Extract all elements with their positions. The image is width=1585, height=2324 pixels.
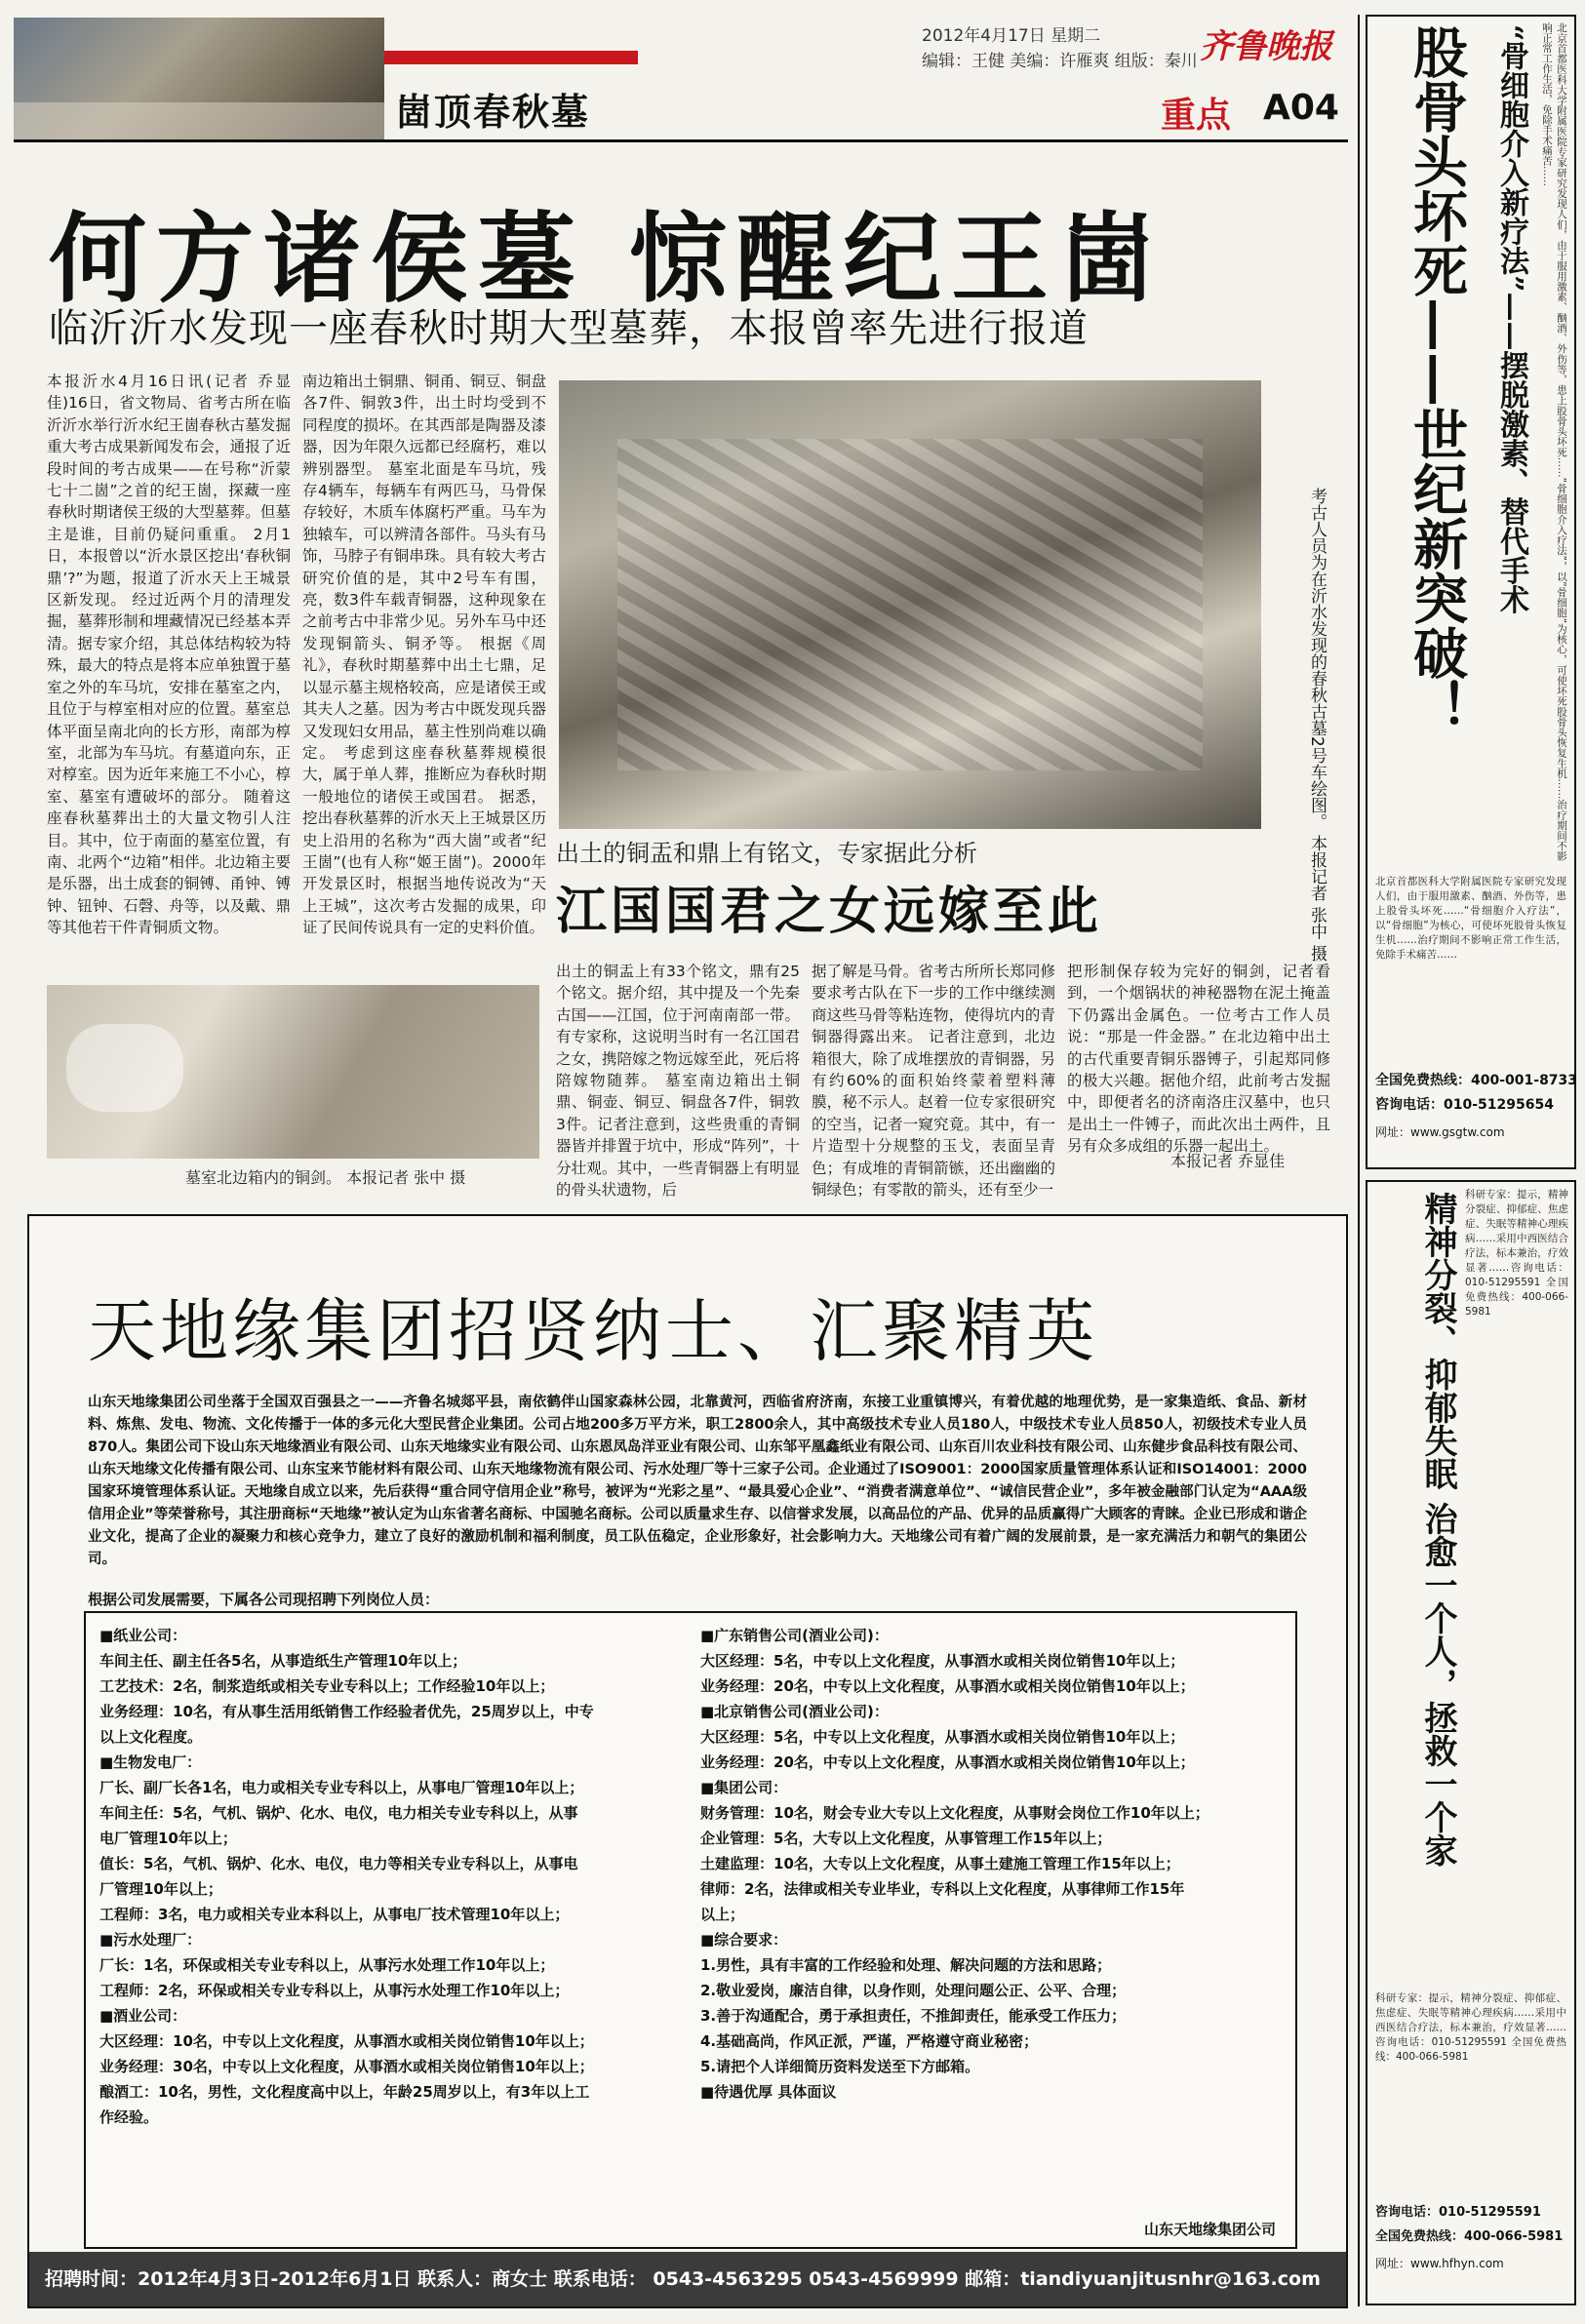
header-red-bar: [384, 51, 638, 64]
ad-intro-tail: 根据公司发展需要，下属各公司现招聘下列岗位人员：: [88, 1591, 440, 1608]
right_jobs-line: ■综合要求：: [700, 1931, 788, 1949]
right_jobs-line: 以上；: [700, 1906, 745, 1923]
jobs-right-column: [700, 1623, 1286, 2105]
left_jobs-line: 车间主任、副主任各5名，从事造纸生产管理10年以上；: [99, 1652, 467, 1670]
sidebar-col-1: 出土的铜盂上有33个铭文，鼎有25个铭文。据介绍，其中提及一个先秦古国——江国，位于河南南部一带。有专家称，这说明当时有一名江国君之女，携陪嫁之物远嫁至此，死后将陪嫁物随葬。 墓室南边箱出土铜鼎、铜壶、铜豆、铜盘各7件，铜敦3件。记者注意到，这些贵重的青铜器皆并排置于坑中，形成“阵列”，十分壮观。其中，一些青铜器上有明显的骨头状遗物，后: [556, 963, 800, 1200]
excavation-photo: [559, 380, 1261, 829]
left_jobs-line: ■纸业公司：: [99, 1627, 187, 1644]
bone-ad-title: 股骨头坏死——世纪新突破！: [1405, 24, 1469, 734]
sidebar-kicker: 出土的铜盂和鼎上有铭文，专家据此分析: [556, 840, 977, 867]
right_jobs-line: 2.敬业爱岗，廉洁自律，以身作则，处理问题公正、公平、合理；: [700, 1982, 1127, 1999]
right_jobs-line: 4.基础高尚，作风正派，严谨，严格遵守商业秘密；: [700, 2032, 1039, 2050]
right_jobs-line: 业务经理：20名，中专以上文化程度，从事酒水或相关岗位销售10年以上；: [700, 1753, 1195, 1771]
photo-caption: 考古人员为在沂水发现的春秋古墓2号车绘图。 本报记者 张中 摄: [1307, 488, 1327, 963]
bone-ad-phone-2: 咨询电话：010-51295654: [1375, 1097, 1554, 1113]
left_jobs-line: 工程师：3名，电力或相关专业本科以上，从事电厂技术管理10年以上；: [99, 1906, 570, 1923]
header-photo: [14, 18, 384, 139]
left_jobs-line: 作经验。: [99, 2108, 159, 2126]
mental-ad-text: 科研专家：提示，精神分裂症、抑郁症、焦虑症、失眠等精神心理疾病……采用中西医结合疗法，标本兼治，疗效显著……咨询电话：010-51295591 全国免费热线：400-066-5981: [1465, 1189, 1568, 1318]
left_jobs-line: 酿酒工：10名，男性，文化程度高中以上，年龄25周岁以上，有3年以上工: [99, 2083, 590, 2101]
right_jobs-line: 大区经理：5名，中专以上文化程度，从事酒水或相关岗位销售10年以上；: [700, 1652, 1185, 1670]
ad-title: 天地缘集团招贤纳士、汇聚精英: [88, 1291, 1098, 1371]
ad-intro: 山东天地缘集团公司坐落于全国双百强县之一——齐鲁名城郯平县，南依鹤伴山国家森林公园，北靠黄河，西临省府济南，东接工业重镇博兴，有着优越的地理优势，是一家集造纸、食品、新材料、炼焦、发电、物流、文化传播于一体的多元化大型民营企业集团。公司占地200多万平方米，职工2800余人，其中高级技术专业人员180人，中级技术专业人员850人，初级技术专业人员870人。集团公司下设山东天地缘酒业有限公司、山东天地缘实业有限公司、山东恩凤岛洋亚业有限公司、山东邹平凰鑫纸业有限公司、山东百川农业科技有限公司、山东健步食品科技有限公司、山东天地缘文化传播有限公司、山东宝来节能材料有限公司、山东天地缘物流有限公司、污水处理厂等十三家子公司。企业通过了ISO9001：2000国家质量管理体系认证和ISO14001：2000国家环境管理体系认证。天地缘自成立以来，先后获得“重合同守信用企业”称号，被评为“光彩之星”、“最具爱心企业”、“消费者满意单位”、“诚信民营企业”，多年被金融部门认定为“AAA级信用企业”等荣誉称号，其注册商标“天地缘”被认定为山东省著名商标、中国驰名商标。公司以质量求生存、以信誉求发展，以高品位的产品、优异的品质赢得广大顾客的青睐。企业已形成和谐企业文化，提高了企业的凝聚力和核心竞争力，建立了良好的激励机制和福利制度，员工队伍稳定，企业形象好，社会影响力大。天地缘公司有着广阔的发展前景，是一家充满活力和朝气的集团公司。: [88, 1395, 1307, 1567]
jobs-left-column: [99, 1623, 685, 2130]
ad-signature: 山东天地缘集团公司: [1143, 2221, 1276, 2238]
left_jobs-line: 大区经理：10名，中专以上文化程度，从事酒水或相关岗位销售10年以上；: [99, 2032, 594, 2050]
right_jobs-line: 5.请把个人详细简历资料发送至下方邮箱。: [700, 2058, 980, 2075]
bronze-sword-photo: [47, 985, 539, 1159]
bone-ad-text-lower: 北京首都医科大学附属医院专家研究发现人们，由于服用激素、酗酒、外伤等，患上股骨头坏死……“骨细胞介入疗法”，以“骨细胞”为核心，可使坏死股骨头恢复生机……治疗期间不影响正常工作生活，免除手术痛苦……: [1375, 876, 1566, 961]
newspaper-logo: 齐鲁晚报: [1200, 27, 1332, 66]
left_jobs-line: 工程师：2名，环保或相关专业专科以上，从事污水处理工作10年以上；: [99, 1982, 570, 1999]
bone-ad-phone: 全国免费热线：400-001-8733: [1375, 1073, 1578, 1088]
bone-ad-text: 北京首都医科大学附属医院专家研究发现人们，由于服用激素、酗酒、外伤等，患上股骨头坏死……“骨细胞介入疗法”，以“骨细胞”为核心，可使坏死股骨头恢复生机……治疗期间不影响正常工作生活，免除手术痛苦……: [1541, 22, 1567, 861]
right_jobs-line: 大区经理：5名，中专以上文化程度，从事酒水或相关岗位销售10年以上；: [700, 1728, 1185, 1746]
bone-ad-subtitle: “骨细胞介入新疗法”——摆脱激素、替代手术: [1494, 24, 1528, 614]
right-ad-strip: [1366, 15, 1578, 2306]
small-photo-caption: 墓室北边箱内的铜剑。 本报记者 张中 摄: [185, 1168, 466, 1187]
right_jobs-line: ■广东销售公司(酒业公司)：: [700, 1627, 889, 1644]
page-label: 重点: [1161, 96, 1232, 136]
article-col-2: 南边箱出土铜鼎、铜甬、铜豆、铜盘各7件、铜敦3件，出土时均受到不同程度的损坏。在其西部是陶器及漆器，因为年限久远都已经腐朽，难以辨别器型。 墓室北面是车马坑，残存4辆车，每辆车有两匹马，马骨保存较好，木质车体腐朽严重。马车为独辕车，可以辨清各部件。马头有马饰，马脖子有铜串珠。具有较大考古研究价值的是，其中2号车有围，亮，数3件车载青铜器，这种现象在之前考古中非常少见。另外车马中还发现铜箭头、铜矛等。 根据《周礼》，春秋时期墓葬中出土七鼎，足以显示墓主规格较高，应是诸侯王或其夫人之墓。因为考古中既发现兵器又发现妇女用品，墓主性别尚难以确定。 考虑到这座春秋墓葬规模很大，属于单人葬，推断应为春秋时期一般地位的诸侯王或国君。 据悉，挖出春秋墓葬的沂水天上王城景区历史上沿用的名称为“西大崮”或者“纪王崮”(也有人称“姬王崮”)。2000年开发景区时，根据当地传说改为“天上王城”，这次考古发掘的成果，印证了民间传说具有一定的史料价值。: [302, 373, 546, 937]
sidebar-col-3: 把形制保存较为完好的铜剑，记者看到，一个烟锅状的神秘器物在泥土掩盖下仍露出金属色。一位考古工作人员说：“那是一件金器。” 在北边箱中出土的古代重要青铜乐器镈子，引起郑同修的极大兴趣。据他介绍，此前考古发掘中，即便者名的济南洛庄汉墓中，也只是出土一件镈子，而此次出土两件，且另有众多成组的乐器一起出土。: [1067, 963, 1330, 1156]
left_jobs-line: 车间主任：5名，气机、锅炉、化水、电仪，电力相关专业专科以上，从事: [99, 1804, 578, 1822]
left_jobs-line: 业务经理：10名，有从事生活用纸销售工作经验者优先，25周岁以上，中专: [99, 1703, 594, 1720]
left_jobs-line: ■生物发电厂：: [99, 1753, 202, 1771]
mental-ad-text-lower: 科研专家：提示，精神分裂症、抑郁症、焦虑症、失眠等精神心理疾病……采用中西医结合疗法，标本兼治，疗效显著……咨询电话：010-51295591 全国免费热线：400-066-5981: [1375, 1992, 1566, 2063]
date-line: [922, 21, 1100, 46]
left_jobs-line: 值长：5名，气机、锅炉、化水、电仪，电力等相关专业专科以上，从事电: [99, 1855, 578, 1872]
right_jobs-line: 财务管理：10名，财会专业大专以上文化程度，从事财会岗位工作10年以上；: [700, 1804, 1209, 1822]
headline: 何方诸侯墓 惊醒纪王崮: [49, 201, 1166, 316]
right_jobs-line: ■北京销售公司(酒业公司)：: [700, 1703, 889, 1720]
jobs-box: [84, 1611, 1297, 2249]
right_jobs-line: 3.善于沟通配合，勇于承担责任，不推卸责任，能承受工作压力；: [700, 2007, 1127, 2025]
left_jobs-line: ■酒业公司：: [99, 2007, 187, 2025]
left_jobs-line: 工艺技术：2名，制浆造纸或相关专业专科以上；工作经验10年以上；: [99, 1677, 555, 1695]
mental-ad-phone: 咨询电话：010-51295591: [1375, 2205, 1541, 2220]
bone-ad-web: 网址：www.gsgtw.com: [1375, 1125, 1505, 1139]
page-number: A04: [1263, 88, 1339, 128]
right_jobs-line: ■待遇优厚 具体面议: [700, 2083, 837, 2101]
left_jobs-line: 以上文化程度。: [99, 1728, 203, 1746]
mental-ad-web: 网址：www.hfhyn.com: [1375, 2257, 1504, 2270]
right_jobs-line: 1.男性，具有丰富的工作经验和处理、解决问题的方法和思路；: [700, 1956, 1112, 1974]
left_jobs-line: 厂长、副厂长各1名，电力或相关专业专科以上，从事电厂管理10年以上；: [99, 1779, 584, 1796]
left_jobs-line: 厂管理10年以上；: [99, 1880, 222, 1898]
mental-ad-title: 精神分裂、抑郁失眠 治愈一个人，拯救一个家: [1418, 1192, 1457, 1867]
ad-box-mental: [1366, 1180, 1576, 2305]
header-rule: [14, 139, 1348, 142]
article-col-1: 本报沂水4月16日讯(记者 乔显佳)16日，省文物局、省考古所在临沂沂水举行沂水纪王崮春秋古墓发掘重大考古成果新闻发布会，通报了近段时间的考古成果——在号称“沂蒙七十二崮”之首的纪王崮，探藏一座春秋时期诸侯王级的大型墓葬。但墓主是谁，目前仍疑问重重。 2月1日，本报曾以“沂水景区挖出‘春秋铜鼎’?”为题，报道了沂水天上王城景区新发现。 经过近两个月的清理发掘，墓葬形制和埋藏情况已经基本弄清。据专家介绍，其总体结构较为特殊，最大的特点是将本应单独置于墓室之外的车马坑，安排在墓室之内，且位于与椁室相对应的位置。墓室总体平面呈南北向的长方形，南部为椁室，北部为车马坑。有墓道向东，正对椁室。因为近年来施工不小心，椁室、墓室有遭破坏的部分。 随着这座春秋墓葬出土的大量文物引人注目。其中，位于南面的墓室位置，有南、北两个“边箱”相伴。北边箱主要是乐器，出土成套的铜镈、甬钟、镈钟、钮钟、石磬、舟等，以及戴、鼎等其他若干件青铜质文物。: [47, 373, 291, 937]
right_jobs-line: 土建监理：10名，大专以上文化程度，从事土建施工管理工作15年以上；: [700, 1855, 1180, 1872]
recruitment-ad: [27, 1214, 1348, 2308]
weekday: 星期二: [1050, 26, 1101, 46]
right_jobs-line: 业务经理：20名，中专以上文化程度，从事酒水或相关岗位销售10年以上；: [700, 1677, 1195, 1695]
ad-box-bone: [1366, 15, 1576, 1169]
mental-ad-phone-2: 全国免费热线：400-066-5981: [1375, 2229, 1564, 2244]
subheadline: 临沂沂水发现一座春秋时期大型墓葬，本报曾率先进行报道: [49, 306, 1089, 351]
sidebar-col-2: 据了解是马骨。省考古所所长郑同修要求考古队在下一步的工作中继续测商这些马骨等粘连物，使得坑内的青铜器得露出来。 记者注意到，北边箱很大，除了成堆摆放的青铜器，另有约60%的面积始终蒙着塑料薄膜，秘不示人。赵着一位专家很研究的空当，记者一窥究竟。其中，有一片造型十分规整的玉戈，表面呈青色；有成堆的青铜箭镞，还出幽幽的铜绿色；有零散的箭头，还有至少一: [812, 963, 1055, 1200]
editors: 编辑：王健 美编：许雁爽 组版：秦川: [922, 52, 1198, 71]
ad-contact-bar: 招聘时间：2012年4月3日-2012年6月1日 联系人：商女士 联系电话： 0543-4563295 0543-4569999 邮箱：tiandiyuanjitusnhr@163.com: [29, 2252, 1346, 2306]
sidebar-byline: 本报记者 乔显佳: [1170, 1152, 1286, 1170]
date: 2012年4月17日: [922, 26, 1046, 46]
sidebar-headline: 江国国君之女远嫁至此: [556, 882, 1103, 941]
left_jobs-line: 电厂管理10年以上；: [99, 1830, 237, 1847]
column-rule: [1358, 15, 1360, 2306]
section-title: 崮顶春秋墓: [395, 91, 591, 134]
left_jobs-line: ■污水处理厂：: [99, 1931, 202, 1949]
left_jobs-line: 厂长：1名，环保或相关专业专科以上，从事污水处理工作10年以上；: [99, 1956, 555, 1974]
left_jobs-line: 业务经理：30名，中专以上文化程度，从事酒水或相关岗位销售10年以上；: [99, 2058, 594, 2075]
right_jobs-line: 律师：2名，法律或相关专业毕业，专科以上文化程度，从事律师工作15年: [700, 1880, 1185, 1898]
right_jobs-line: 企业管理：5名，大专以上文化程度，从事管理工作15年以上；: [700, 1830, 1112, 1847]
right_jobs-line: ■集团公司：: [700, 1779, 788, 1796]
